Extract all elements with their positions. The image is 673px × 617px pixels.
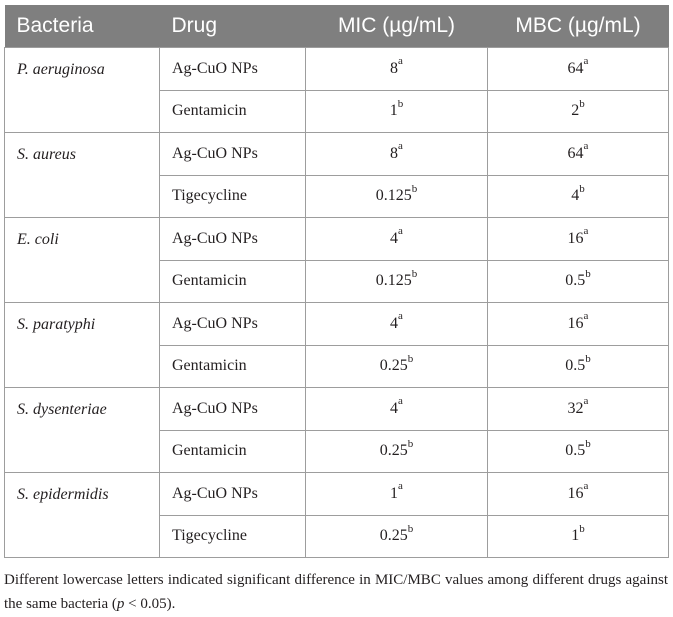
header-bacteria: Bacteria <box>5 5 160 48</box>
drug-cell: Tigecycline <box>160 175 306 218</box>
drug-cell: Gentamicin <box>160 430 306 473</box>
bacteria-cell: S. aureus <box>5 133 160 218</box>
header-mbc: MBC (µg/mL) <box>488 5 669 48</box>
mbc-cell: 16$^a$ <box>488 473 669 516</box>
drug-cell: Ag-CuO NPs <box>160 303 306 346</box>
table-row <box>5 133 669 176</box>
table-footnote: Different lowercase letters indicated significant difference in MIC/MBC values among different drugs against the same bacteria (p < 0.05). <box>4 572 668 612</box>
bacteria-cell: S. paratyphi <box>5 303 160 388</box>
mic-cell: 1$^b$ <box>306 90 488 133</box>
mic-cell: 0.25$^b$ <box>306 430 488 473</box>
mbc-cell: 0.5$^b$ <box>488 430 669 473</box>
header-row <box>5 5 669 48</box>
mbc-cell: 2$^b$ <box>488 90 669 133</box>
bacteria-cell: S. epidermidis <box>5 473 160 558</box>
table-row <box>5 303 669 346</box>
mic-cell: 0.125$^b$ <box>306 175 488 218</box>
mbc-cell: 64$^a$ <box>488 48 669 91</box>
mic-cell: 4$^a$ <box>306 218 488 261</box>
table-row <box>5 473 669 516</box>
mbc-cell: 32$^a$ <box>488 388 669 431</box>
mbc-cell: 64$^a$ <box>488 133 669 176</box>
drug-cell: Ag-CuO NPs <box>160 218 306 261</box>
table-row <box>5 48 669 91</box>
mbc-cell: 4$^b$ <box>488 175 669 218</box>
drug-cell: Ag-CuO NPs <box>160 473 306 516</box>
mbc-cell: 0.5$^b$ <box>488 345 669 388</box>
table-row <box>5 218 669 261</box>
drug-cell: Ag-CuO NPs <box>160 48 306 91</box>
table-body <box>5 48 669 558</box>
mic-cell: 8$^a$ <box>306 48 488 91</box>
mic-cell: 0.25$^b$ <box>306 515 488 558</box>
drug-cell: Gentamicin <box>160 260 306 303</box>
drug-cell: Ag-CuO NPs <box>160 388 306 431</box>
bacteria-cell: E. coli <box>5 218 160 303</box>
header-mic: MIC (µg/mL) <box>306 5 488 48</box>
mic-mbc-table <box>4 5 669 558</box>
mic-cell: 4$^a$ <box>306 303 488 346</box>
mic-cell: 0.125$^b$ <box>306 260 488 303</box>
mic-cell: 1$^a$ <box>306 473 488 516</box>
drug-cell: Tigecycline <box>160 515 306 558</box>
drug-cell: Ag-CuO NPs <box>160 133 306 176</box>
mbc-cell: 0.5$^b$ <box>488 260 669 303</box>
header-drug: Drug <box>160 5 306 48</box>
mbc-cell: 16$^a$ <box>488 303 669 346</box>
bacteria-cell: P. aeruginosa <box>5 48 160 133</box>
mbc-cell: 16$^a$ <box>488 218 669 261</box>
mbc-cell: 1$^b$ <box>488 515 669 558</box>
table-row <box>5 388 669 431</box>
mic-cell: 0.25$^b$ <box>306 345 488 388</box>
drug-cell: Gentamicin <box>160 345 306 388</box>
drug-cell: Gentamicin <box>160 90 306 133</box>
mic-cell: 4$^a$ <box>306 388 488 431</box>
bacteria-cell: S. dysenteriae <box>5 388 160 473</box>
mic-cell: 8$^a$ <box>306 133 488 176</box>
